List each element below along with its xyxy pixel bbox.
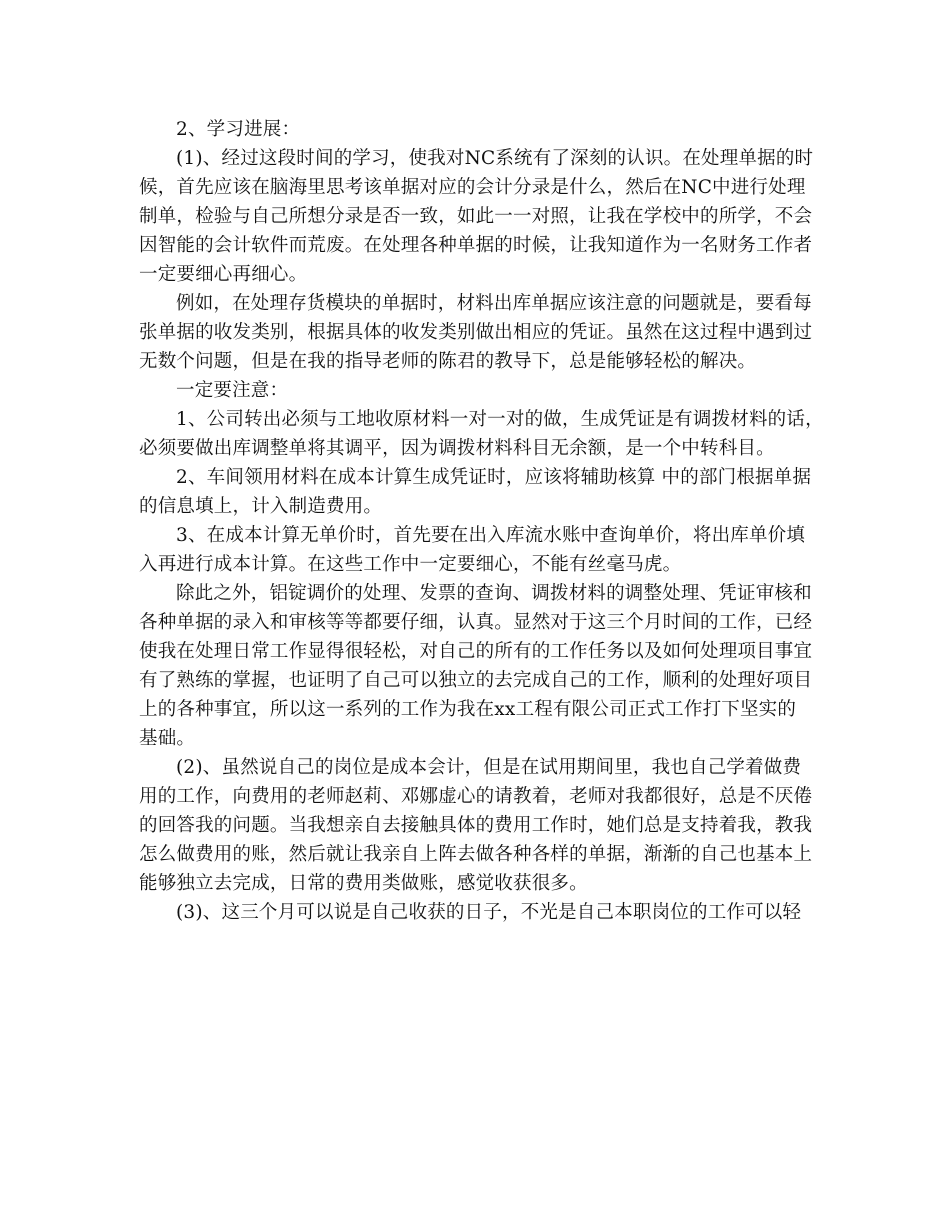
paragraph-line: 使我在处理日常工作显得很轻松，对自己的所有的工作任务以及如何处理项目事宜 <box>139 641 813 662</box>
paragraph-line: 怎么做费用的账，然后就让我亲自上阵去做各种各样的单据，渐渐的自己也基本上 <box>139 844 813 865</box>
paragraph-line: 制单，检验与自己所想分录是否一致，如此一一对照，让我在学校中的所学，不会 <box>139 206 813 227</box>
paragraph-line: 无数个问题，但是在我的指导老师的陈君的教导下，总是能够轻松的解决。 <box>139 351 757 372</box>
subheading-line: 一定要注意： <box>176 380 289 401</box>
paragraph-line: 例如，在处理存货模块的单据时，材料出库单据应该注意的问题就是，要看每 <box>176 293 812 314</box>
paragraph-line: 除此之外，铝锭调价的处理、发票的查询、调拨材料的调整处理、凭证审核和 <box>176 583 812 604</box>
paragraph-line: (3)、这三个月可以说是自己收获的日子，不光是自己本职岗位的工作可以轻 <box>176 902 802 923</box>
paragraph-line: 能够独立去完成，日常的费用类做账，感觉收获很多。 <box>139 873 588 894</box>
paragraph-line: 有了熟练的掌握，也证明了自己可以独立的去完成自己的工作，顺利的处理好项目 <box>139 670 813 691</box>
paragraph-line: 一定要细心再细心。 <box>139 264 308 285</box>
paragraph-line: 各种单据的录入和审核等等都要仔细，认真。显然对于这三个月时间的工作，已经 <box>139 612 813 633</box>
list-item-line: 必须要做出库调整单将其调平，因为调拨材料科目无余额，是一个中转科目。 <box>139 438 775 459</box>
paragraph-line: 基础。 <box>139 728 196 749</box>
list-item-line: 1、公司转出必须与工地收原材料一对一对的做，生成凭证是有调拨材料的话， <box>176 409 824 430</box>
paragraph-line: 上的各种事宜，所以这一系列的工作为我在xx工程有限公司正式工作打下坚实的 <box>139 699 797 720</box>
paragraph-line: 的回答我的问题。当我想亲自去接触具体的费用工作时，她们总是支持着我，教我 <box>139 815 813 836</box>
paragraph-line: (2)、虽然说自己的岗位是成本会计，但是在试用期间里，我也自己学着做费 <box>176 757 802 778</box>
paragraph-line: (1)、经过这段时间的学习，使我对NC系统有了深刻的认识。在处理单据的时 <box>176 148 814 169</box>
paragraph-line: 因智能的会计软件而荒废。在处理各种单据的时候，让我知道作为一名财务工作者 <box>139 235 813 256</box>
paragraph-line: 候，首先应该在脑海里思考该单据对应的会计分录是什么，然后在NC中进行处理 <box>139 177 806 198</box>
list-item-line: 的信息填上，计入制造费用。 <box>139 496 383 517</box>
section-heading: 2、学习进展： <box>176 119 301 140</box>
list-item-line: 2、车间领用材料在成本计算生成凭证时，应该将辅助核算 中的部门根据单据 <box>176 467 812 488</box>
paragraph-line: 用的工作，向费用的老师赵莉、邓娜虚心的请教着，老师对我都很好，总是不厌倦 <box>139 786 813 807</box>
paragraph-line: 张单据的收发类别，根据具体的收发类别做出相应的凭证。虽然在这过程中遇到过 <box>139 322 813 343</box>
list-item-line: 入再进行成本计算。在这些工作中一定要细心，不能有丝毫马虎。 <box>139 554 682 575</box>
document-page <box>139 115 824 927</box>
list-item-line: 3、在成本计算无单价时，首先要在出入库流水账中查询单价，将出库单价填 <box>176 525 806 546</box>
